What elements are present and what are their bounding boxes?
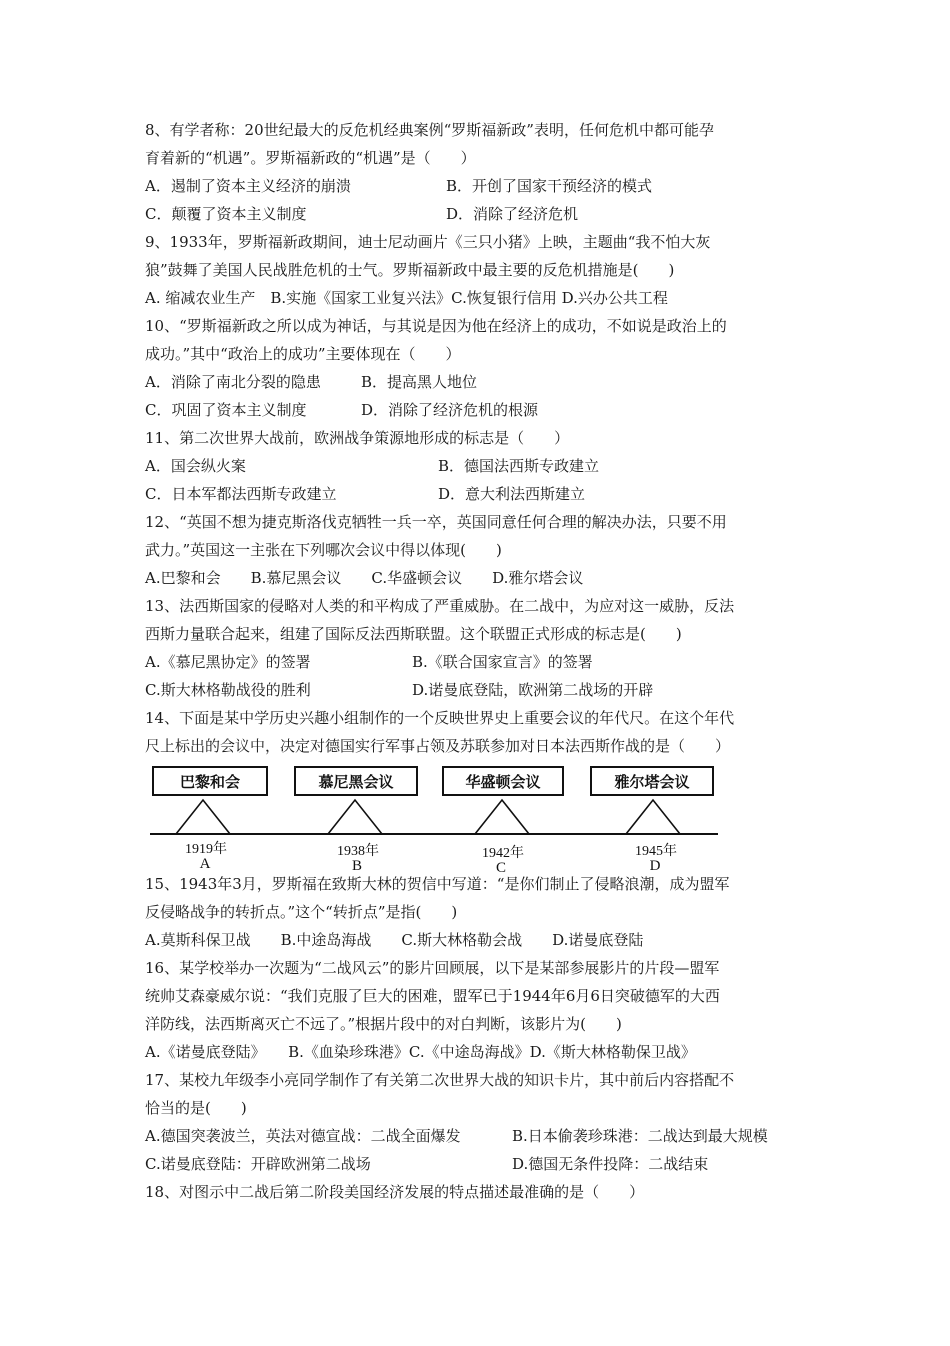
conference-timeline xyxy=(148,762,724,877)
option-17c: C.诺曼底登陆：开辟欧洲第二战场 xyxy=(145,1155,371,1173)
letter-d: D xyxy=(649,858,661,874)
question-11-line-1: 11、第二次世界大战前，欧洲战争策源地形成的标志是（ ） xyxy=(145,429,570,447)
option-8c: C．颠覆了资本主义制度 xyxy=(145,205,307,223)
option-11b: B．德国法西斯专政建立 xyxy=(438,457,600,475)
question-16-line-2: 统帅艾森豪威尔说：“我们克服了巨大的困难，盟军已于1944年6月6日突破德军的大西 xyxy=(145,987,720,1005)
option-8a: A．遏制了资本主义经济的崩溃 xyxy=(145,177,351,195)
event-box-munich: 慕尼黑会议 xyxy=(294,766,418,796)
options-15: A.莫斯科保卫战 B.中途岛海战 C.斯大林格勒会战 D.诺曼底登陆 xyxy=(145,931,644,949)
option-10a: A．消除了南北分裂的隐患 xyxy=(145,373,321,391)
question-14-line-2: 尺上标出的会议中，决定对德国实行军事占领及苏联参加对日本法西斯作战的是（ ） xyxy=(145,737,731,755)
option-13a: A.《慕尼黑协定》的签署 xyxy=(145,653,311,671)
question-15-line-1: 15、1943年3月，罗斯福在致斯大林的贺信中写道：“是你们制止了侵略浪潮，成为盟军 xyxy=(145,875,730,893)
letter-b: B xyxy=(351,858,362,874)
option-17b: B.日本偷袭珍珠港：二战达到最大规模 xyxy=(512,1127,768,1145)
option-11d: D．意大利法西斯建立 xyxy=(438,485,586,503)
year-label-c: 1942年 xyxy=(482,846,524,861)
option-8b: B．开创了国家干预经济的模式 xyxy=(446,177,653,195)
event-box-washington: 华盛顿会议 xyxy=(442,766,564,796)
question-9-line-2: 狼”鼓舞了美国人民战胜危机的士气。罗斯福新政中最主要的反危机措施是( ) xyxy=(145,261,675,279)
options-16: A.《诺曼底登陆》 B.《血染珍珠港》C.《中途岛海战》D.《斯大林格勒保卫战》 xyxy=(145,1043,696,1061)
question-16-line-3: 洋防线，法西斯离灭亡不远了。”根据片段中的对白判断，该影片为( ) xyxy=(145,1015,622,1033)
year-label-a: 1919年 xyxy=(185,842,227,857)
event-box-paris: 巴黎和会 xyxy=(152,766,268,796)
option-10c: C．巩固了资本主义制度 xyxy=(145,401,307,419)
option-11c: C．日本军都法西斯专政建立 xyxy=(145,485,337,503)
question-13-line-1: 13、法西斯国家的侵略对人类的和平构成了严重威胁。在二战中，为应对这一威胁，反法 xyxy=(145,597,735,615)
question-16-line-1: 16、某学校举办一次题为“二战风云”的影片回顾展，以下是某部参展影片的片段—盟军 xyxy=(145,959,720,977)
question-17-line-2: 恰当的是( ) xyxy=(145,1099,247,1117)
question-9-line-1: 9、1933年，罗斯福新政期间，迪士尼动画片《三只小猪》上映，主题曲“我不怕大灰 xyxy=(145,233,711,251)
question-18-line-1: 18、对图示中二战后第二阶段美国经济发展的特点描述最准确的是（ ） xyxy=(145,1183,645,1201)
question-17-line-1: 17、某校九年级李小亮同学制作了有关第二次世界大战的知识卡片，其中前后内容搭配不 xyxy=(145,1071,735,1089)
question-14-line-1: 14、下面是某中学历史兴趣小组制作的一个反映世界史上重要会议的年代尺。在这个年代 xyxy=(145,709,735,727)
option-13c: C.斯大林格勒战役的胜利 xyxy=(145,681,311,699)
question-12-line-2: 武力。”英国这一主张在下列哪次会议中得以体现( ) xyxy=(145,541,502,559)
option-11a: A．国会纵火案 xyxy=(145,457,246,475)
options-9: A. 缩减农业生产 B.实施《国家工业复兴法》C.恢复银行信用 D.兴办公共工程 xyxy=(145,289,668,307)
option-8d: D．消除了经济危机 xyxy=(446,205,579,223)
options-12: A.巴黎和会 B.慕尼黑会议 C.华盛顿会议 D.雅尔塔会议 xyxy=(145,569,584,587)
option-10d: D．消除了经济危机的根源 xyxy=(361,401,539,419)
question-10-line-1: 10、“罗斯福新政之所以成为神话，与其说是因为他在经济上的成功，不如说是政治上的 xyxy=(145,317,727,335)
question-15-line-2: 反侵略战争的转折点。”这个“转折点”是指( ) xyxy=(145,903,458,921)
question-8-line-2: 育着新的“机遇”。罗斯福新政的“机遇”是（ ） xyxy=(145,149,476,167)
option-17d: D.德国无条件投降：二战结束 xyxy=(512,1155,709,1173)
question-12-line-1: 12、“英国不想为捷克斯洛伐克牺牲一兵一卒，英国同意任何合理的解决办法，只要不用 xyxy=(145,513,727,531)
question-8-line-1: 8、有学者称：20世纪最大的反危机经典案例“罗斯福新政”表明，任何危机中都可能孕 xyxy=(145,121,714,139)
event-box-yalta: 雅尔塔会议 xyxy=(590,766,714,796)
letter-a: A xyxy=(199,856,211,872)
question-10-line-2: 成功。”其中“政治上的成功”主要体现在（ ） xyxy=(145,345,461,363)
option-10b: B．提高黑人地位 xyxy=(361,373,478,391)
option-13d: D.诺曼底登陆，欧洲第二战场的开辟 xyxy=(412,681,654,699)
year-label-b: 1938年 xyxy=(337,844,379,859)
question-13-line-2: 西斯力量联合起来，组建了国际反法西斯联盟。这个联盟正式形成的标志是( ) xyxy=(145,625,682,643)
option-17a: A.德国突袭波兰，英法对德宣战：二战全面爆发 xyxy=(145,1127,461,1145)
year-label-d: 1945年 xyxy=(635,844,677,859)
option-13b: B.《联合国家宣言》的签署 xyxy=(412,653,593,671)
letter-c: C xyxy=(495,860,506,876)
